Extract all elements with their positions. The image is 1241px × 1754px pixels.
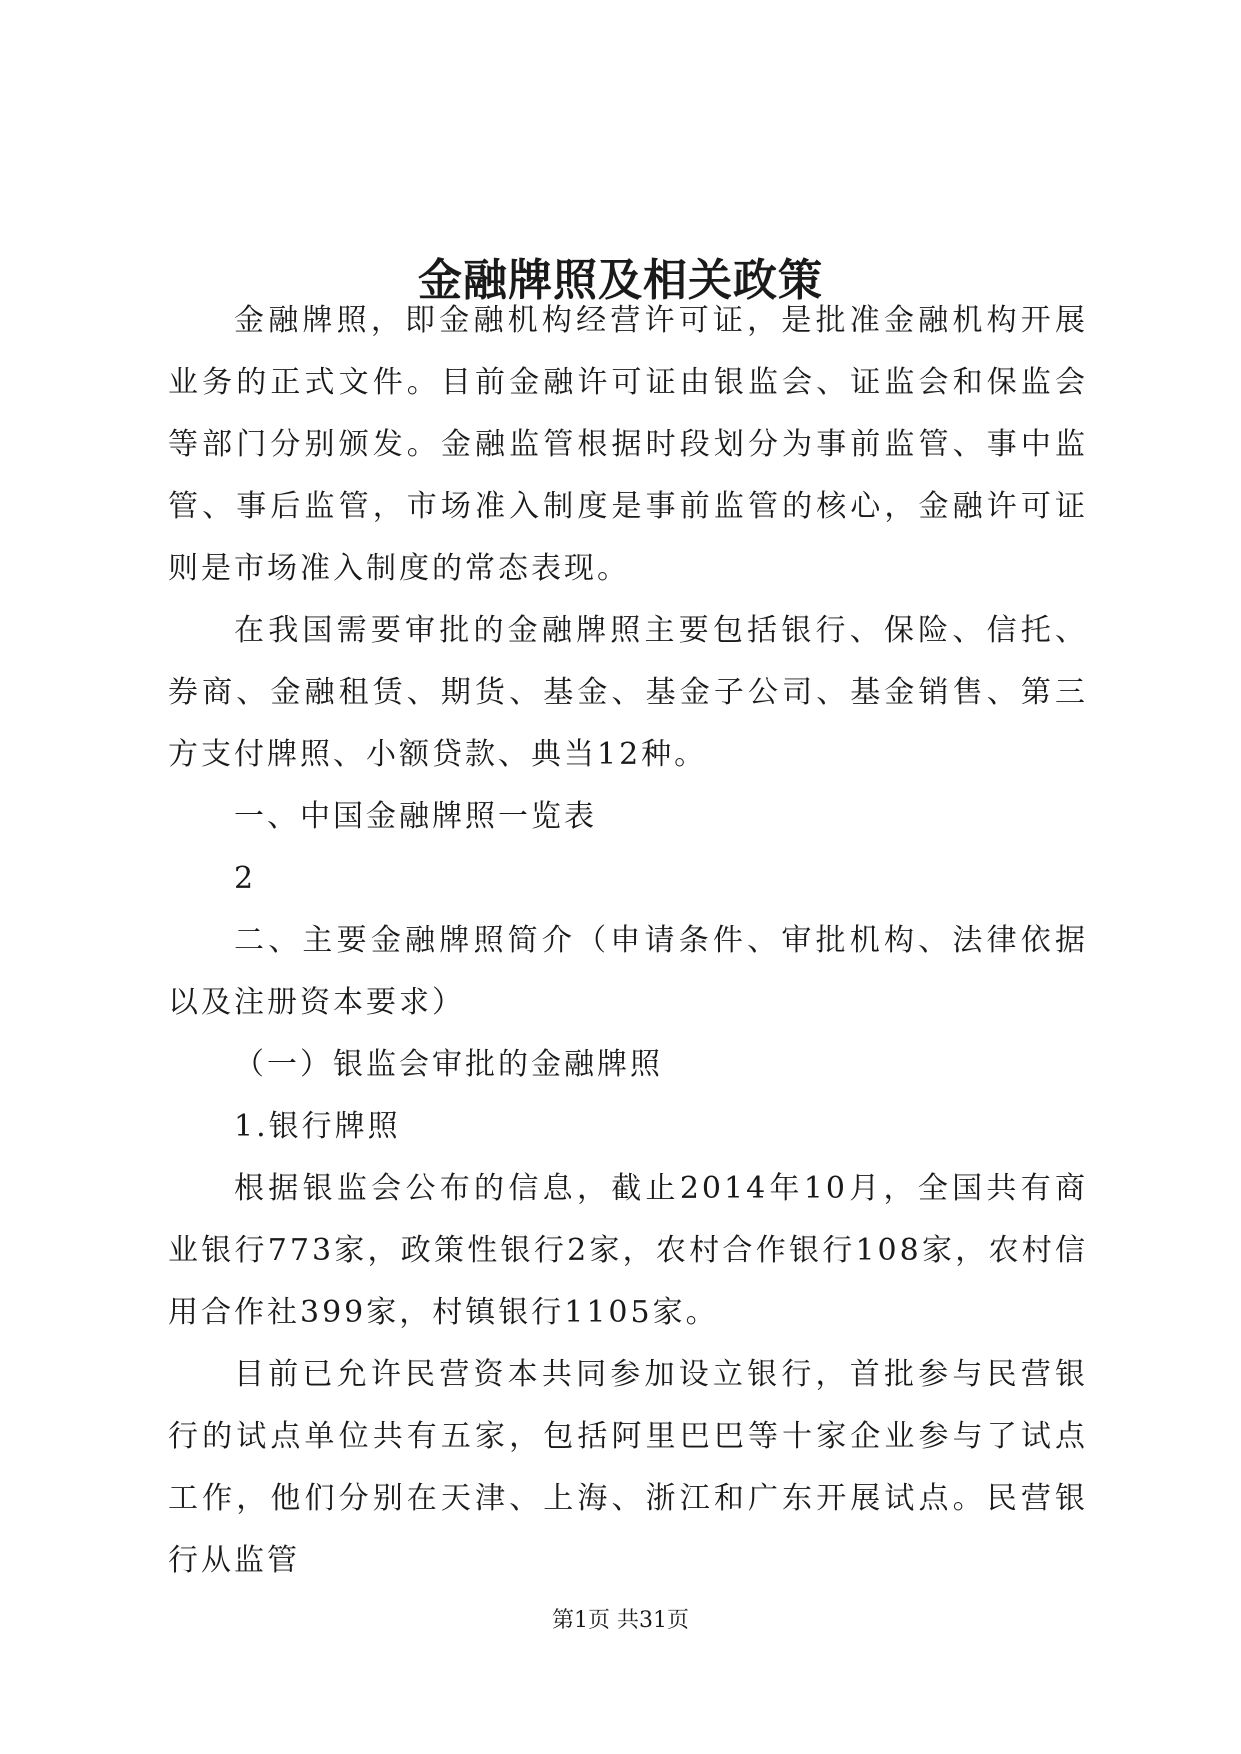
paragraph-intro: 金融牌照，即金融机构经营许可证，是批准金融机构开展业务的正式文件。目前金融许可证由银监会、证监会和保监会等部门分别颁发。金融监管根据时段划分为事前监管、事中监管、事后监管，市场准入制度是事前监管的核心，金融许可证则是市场准入制度的常态表现。 xyxy=(168,303,1088,586)
section-heading-license-list: 一、中国金融牌照一览表 xyxy=(234,799,597,834)
item-heading-bank-license: 1.银行牌照 xyxy=(234,1109,401,1144)
document-body xyxy=(168,290,1088,1592)
document-title: 金融牌照及相关政策 xyxy=(418,255,823,307)
subsection-heading-cbrc: （一）银监会审批的金融牌照 xyxy=(234,1047,663,1082)
page-footer: 第1页 共31页 xyxy=(552,1608,689,1633)
paragraph-number: 2 xyxy=(234,861,257,896)
paragraph-private-banks: 目前已允许民营资本共同参加设立银行，首批参与民营银行的试点单位共有五家，包括阿里巴巴等十家企业参与了试点工作，他们分别在天津、上海、浙江和广东开展试点。民营银行从监管 xyxy=(168,1357,1088,1578)
section-heading-license-intro: 二、主要金融牌照简介（申请条件、审批机构、法律依据以及注册资本要求） xyxy=(168,923,1088,1020)
paragraph-license-types: 在我国需要审批的金融牌照主要包括银行、保险、信托、券商、金融租赁、期货、基金、基金子公司、基金销售、第三方支付牌照、小额贷款、典当12种。 xyxy=(168,613,1088,772)
paragraph-bank-statistics: 根据银监会公布的信息，截止2014年10月，全国共有商业银行773家，政策性银行2家，农村合作银行108家，农村信用合作社399家，村镇银行1105家。 xyxy=(168,1171,1088,1330)
